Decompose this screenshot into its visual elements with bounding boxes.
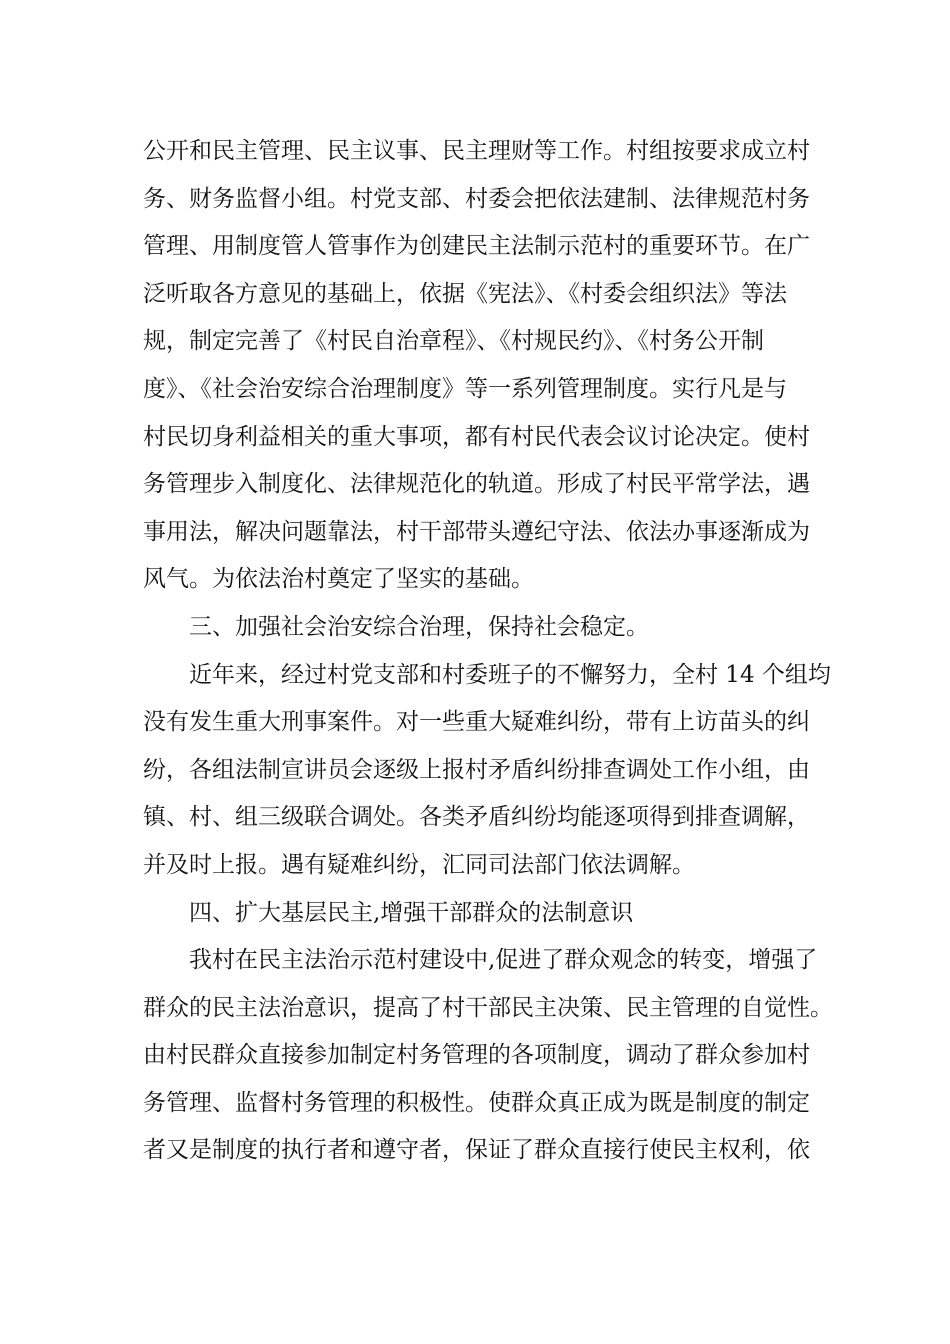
paragraph-first-line: 近年来，经过村党支部和村委班子的不懈努力，全村 14 个组均: [189, 661, 831, 688]
text-line: 没有发生重大刑事案件。对一些重大疑难纠纷，带有上访苗头的纠: [143, 709, 810, 736]
document-body: [143, 128, 833, 1175]
text-line: 者又是制度的执行者和遵守者，保证了群众直接行使民主权利，依: [143, 1137, 810, 1164]
text-line: 务管理、监督村务管理的积极性。使群众真正成为既是制度的制定: [143, 1089, 810, 1116]
text-line: 并及时上报。遇有疑难纠纷，汇同司法部门依法调解。: [143, 851, 695, 878]
text-line: 务、财务监督小组。村党支部、村委会把依法建制、法律规范村务: [143, 185, 810, 212]
text-line: 规，制定完善了《村民自治章程》、《村规民约》、《村务公开制: [143, 328, 764, 355]
text-line: 群众的民主法治意识，提高了村干部民主决策、民主管理的自觉性。: [143, 994, 833, 1021]
text-line: 公开和民主管理、民主议事、民主理财等工作。村组按要求成立村: [143, 138, 810, 164]
text-line: 事用法，解决问题靠法，村干部带头遵纪守法、依法办事逐渐成为: [143, 518, 810, 545]
text-line: 务管理步入制度化、法律规范化的轨道。形成了村民平常学法，遇: [143, 471, 810, 498]
text-line: 村民切身利益相关的重大事项，都有村民代表会议讨论决定。使村: [143, 423, 810, 450]
text-line: 管理、用制度管人管事作为创建民主法制示范村的重要环节。在广: [143, 233, 810, 260]
text-line: 风气。为依法治村奠定了坚实的基础。: [143, 566, 534, 593]
text-line: 镇、村、组三级联合调处。各类矛盾纠纷均能逐项得到排查调解，: [143, 804, 810, 831]
paragraph-first-line: 我村在民主法治示范村建设中,促进了群众观念的转变，增强了: [189, 947, 818, 974]
text-line: 纷，各组法制宣讲员会逐级上报村矛盾纠纷排查调处工作小组，由: [143, 756, 810, 783]
section-heading: 四、扩大基层民主,增强干部群众的法制意识: [189, 899, 634, 926]
text-line: 泛听取各方意见的基础上，依据《宪法》、《村委会组织法》等法: [143, 280, 787, 307]
text-line: 度》、《社会治安综合治理制度》等一系列管理制度。实行凡是与: [143, 375, 787, 402]
section-heading: 三、加强社会治安综合治理，保持社会稳定。: [189, 613, 649, 640]
text-line: 由村民群众直接参加制定村务管理的各项制度，调动了群众参加村: [143, 1042, 810, 1069]
